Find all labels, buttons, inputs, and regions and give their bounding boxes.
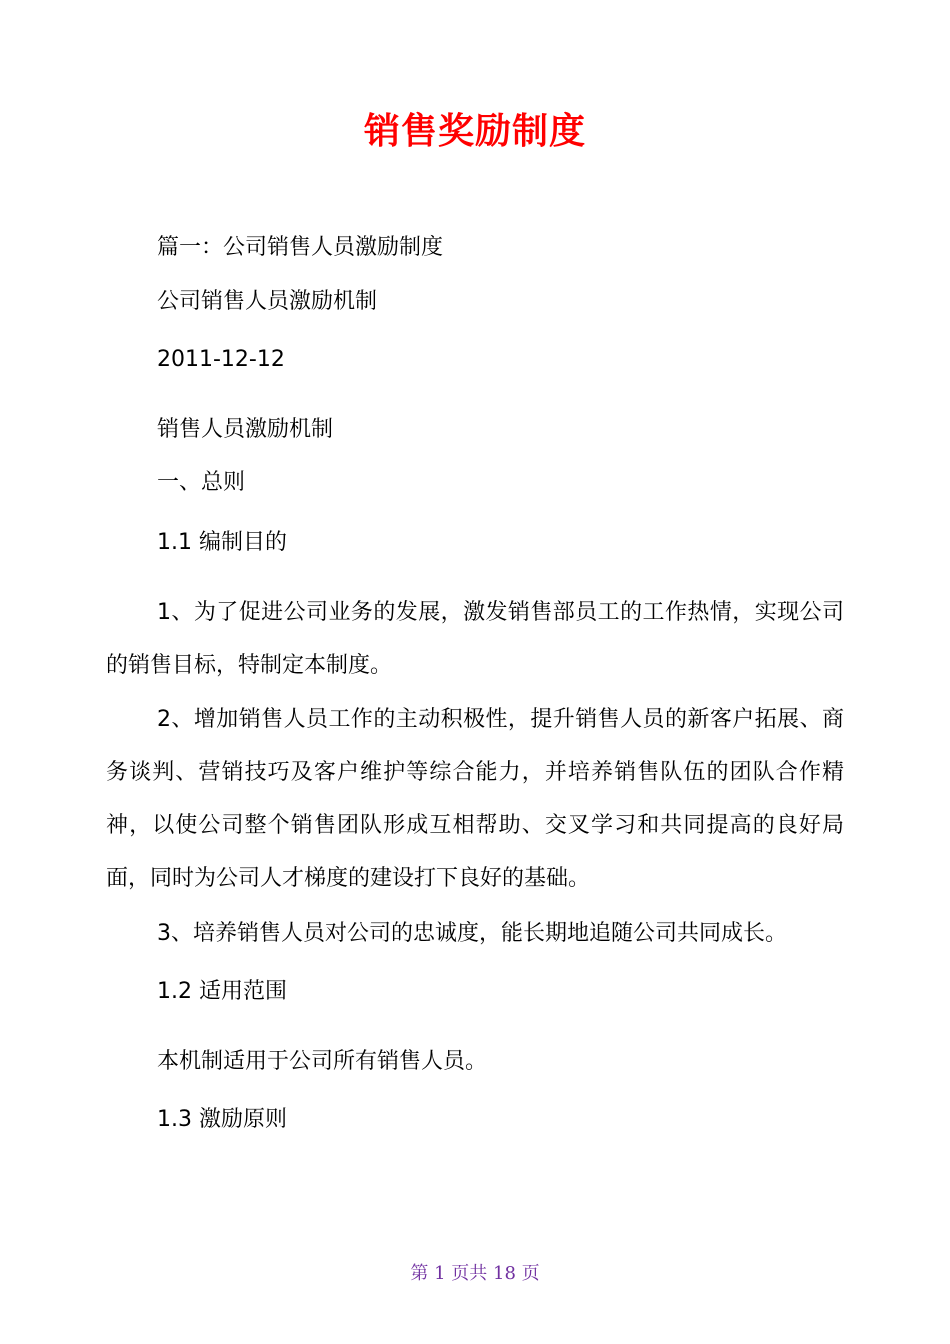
page-footer: 第 1 页共 18 页	[410, 1263, 540, 1284]
subtitle-line: 公司销售人员激励机制	[157, 289, 378, 314]
section-heading: 篇一：公司销售人员激励制度	[157, 235, 444, 260]
body-paragraph: 2、增加销售人员工作的主动积极性，提升销售人员的新客户拓展、商务谈判、营销技巧及客户维护等综合能力，并培养销售队伍的团队合作精神，以使公司整个销售团队形成互相帮助、交叉学习和共同提高的良好局面，同时为公司人才梯度的建设打下良好的基础。	[106, 707, 844, 891]
subsection-heading: 1.1 编制目的	[157, 530, 287, 555]
document-title: 销售奖励制度	[363, 111, 586, 152]
chapter-heading: 一、总则	[157, 470, 246, 495]
body-line: 3、培养销售人员对公司的忠诚度，能长期地追随公司共同成长。	[157, 921, 787, 946]
date-line: 2011-12-12	[157, 347, 285, 372]
heading-line: 销售人员激励机制	[157, 417, 334, 442]
subsection-heading: 1.3 激励原则	[157, 1107, 287, 1132]
subsection-heading: 1.2 适用范围	[157, 979, 287, 1004]
body-line: 本机制适用于公司所有销售人员。	[157, 1049, 488, 1074]
body-paragraph: 1、为了促进公司业务的发展，激发销售部员工的工作热情，实现公司的销售目标，特制定本制度。	[106, 600, 844, 678]
